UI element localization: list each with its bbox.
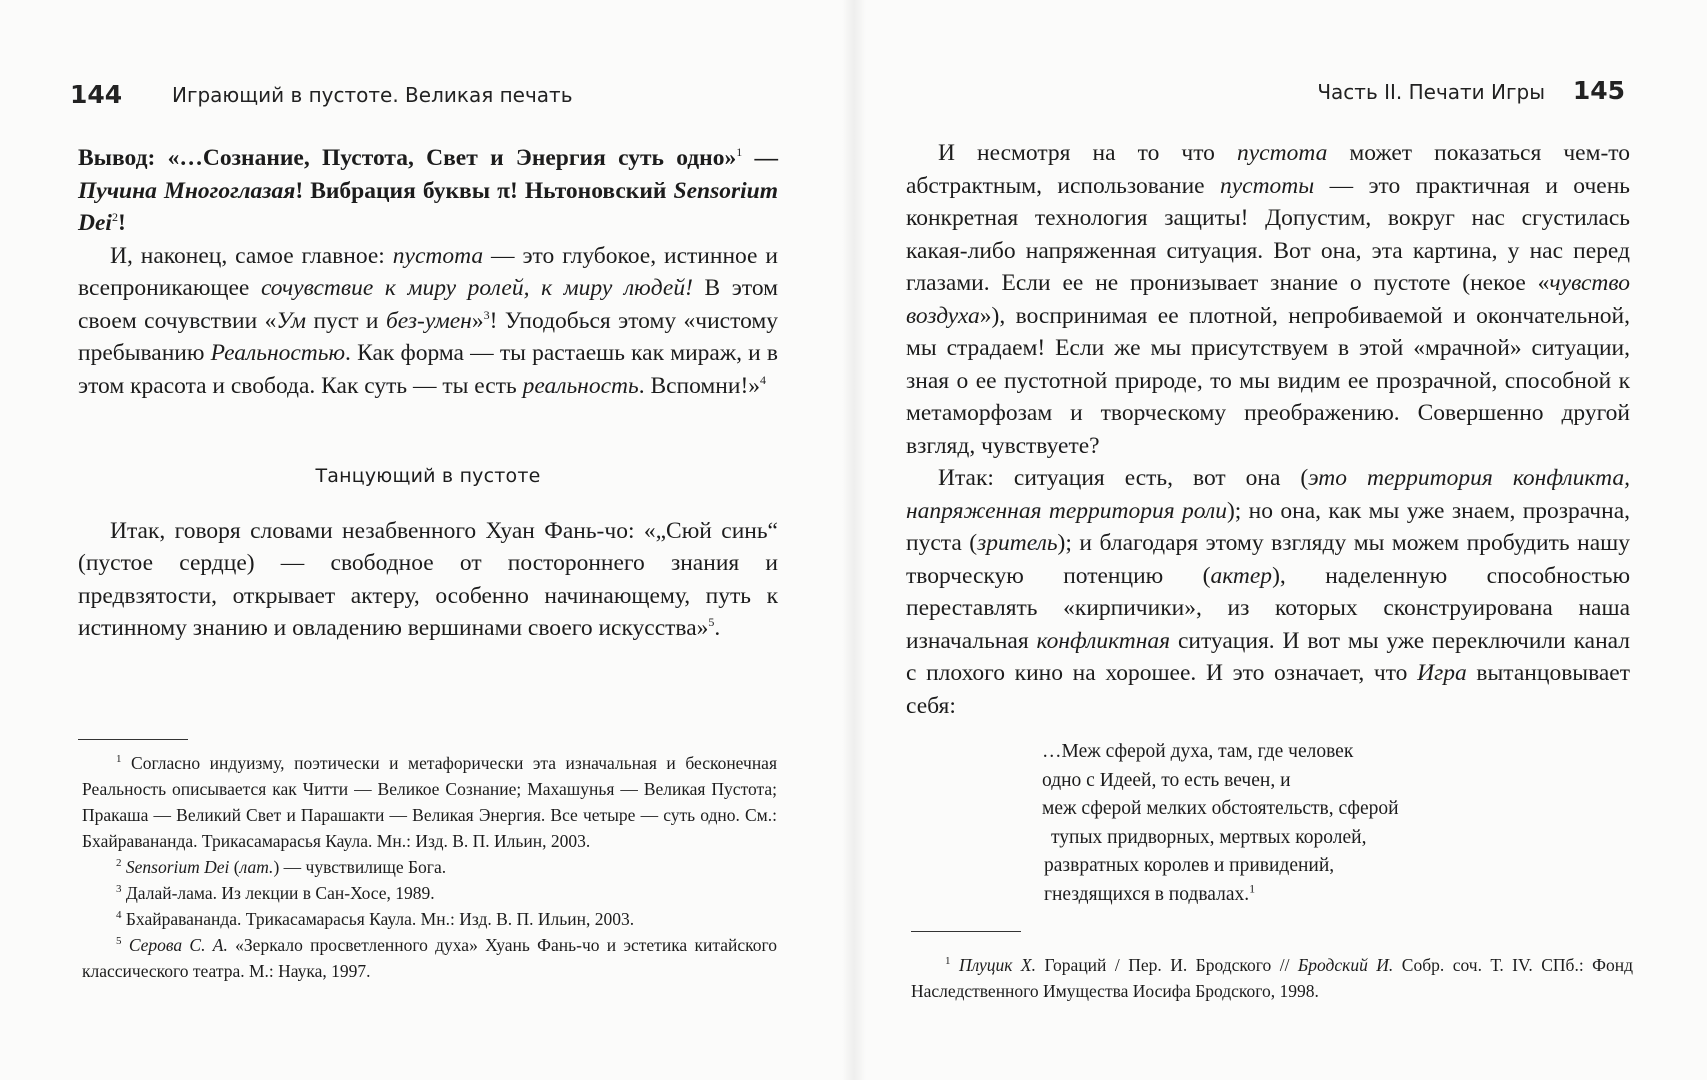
- poem-line: тупых придворных, мертвых королей,: [1051, 826, 1367, 848]
- page-number-left: 144: [70, 80, 123, 109]
- footnote-item: $^1$ Плуцик Х. Гораций / Пер. И. Бродского // Бродский И. Собр. соч. Т. IV. СПб.: Фонд Наследственного Имущества Иосифа Бродского, 1998.: [911, 955, 1633, 1001]
- footnote-ref[interactable]: 3: [483, 307, 490, 322]
- poem-line: …Меж сферой духа, там, где человек: [1042, 741, 1354, 762]
- poem-line: меж сферой мелких обстоятельств, сферой: [1042, 798, 1399, 819]
- poem-line: развратных королев и привидений,: [1044, 855, 1335, 876]
- footnote-divider-left: [78, 739, 188, 740]
- poem-line: одно с Идеей, то есть вечен, и: [1042, 769, 1291, 791]
- paragraph-situation: Итак: ситуация есть, вот она (это территория конфликта, напряженная территория роли); но она, как мы уже знаем, прозрачна, пуста (зритель); и благодаря этому взгляду мы можем пробудить нашу творческую потенцию (актер), наделенную способностью переставлять «кирпичики», из которых сконструирована наша изначальная конфликтная ситуация. И вот мы уже переключили канал с плохого кино на хорошее. И это означает, что Игра вытанцовывает себя:: [906, 465, 1631, 719]
- section-heading: Танцующий в пустоте: [315, 465, 541, 487]
- running-title-left: Играющий в пустоте. Великая печать: [172, 83, 573, 107]
- paragraph-dancing: Итак, говоря словами незабвенного Хуан Фань-чо: «„Сюй синь“ (пустое сердце) — свободное от постороннего знания и предвзятости, открывает актеру, особенно начинающему, путь к истинному знанию и овладению вершинами своего искусства»$^5$.: [78, 517, 778, 641]
- footnote-item: $^4$ Бхайравананда. Трикасамарасья Каула. Мн.: Изд. В. П. Ильин, 2003.: [116, 909, 635, 929]
- footnote-item: $^1$ Согласно индуизму, поэтически и метафорически эта изначальная и бесконечная Реальность описывается как Читти — Великое Сознание; Махашунья — Великая Пустота; Пракаша — Великий Свет и Парашакти — Великая Энергия. Все четыре — суть одно. См.: Бхайравананда. Трикасамарасья Каула. Мн.: Изд. В. П. Ильин, 2003.: [82, 753, 777, 851]
- paragraph-technology: И несмотря на то что пустота может показаться чем-то абстрактным, использование пустоты — это практичная и очень конкретная технология защиты! Допустим, вокруг нас сгустилась какая-либо напряженная ситуация. Вот она, эта картина, у нас перед глазами. Если ее не пронизывает знание о пустоте (некое «чувство воздуха»), воспринимая ее плотной, непробиваемой и окончательной, мы страдаем! Если же мы присутствуем в этой «мрачной» ситуации, зная о ее пустотной природе, то мы видим ее прозрачной, способной к метаморфозам и творческому преображению. Совершенно другой взгляд, чувствуете?: [906, 140, 1631, 459]
- left-page: [0, 0, 853, 1080]
- right-page: [853, 0, 1707, 1080]
- page-number-right: 145: [1572, 76, 1625, 105]
- footnotes-left: [82, 750, 777, 984]
- footnote-ref[interactable]: 5: [708, 615, 715, 630]
- footnote-item: $^5$ Серова С. А. «Зеркало просветленного духа» Хуань Фань-чо и эстетика китайского классического театра. М.: Наука, 1997.: [82, 935, 777, 981]
- poem-line: гнездящихся в подвалах.$^1$: [1044, 881, 1256, 905]
- footnote-ref[interactable]: 1: [736, 145, 743, 160]
- footnotes-right: [911, 952, 1633, 1004]
- paragraph-main: И, наконец, самое главное: пустота — это глубокое, истинное и всепроникающее сочувствие к миру ролей, к миру людей! В этом своем сочувствии «Ум пуст и без-умен»$^3$! Уподобься этому «чистому пребыванию Реальностью. Как форма — ты растаешь как мираж, и в этом красота и свобода. Как суть — ты есть реальность. Вспомни!»$^4$: [78, 242, 778, 399]
- running-title-right: Часть II. Печати Игры: [1317, 80, 1545, 104]
- footnote-ref[interactable]: 4: [760, 372, 767, 387]
- left-body-text: [78, 142, 778, 645]
- footnote-item: $^3$ Далай-лама. Из лекции в Сан-Хосе, 1989.: [116, 883, 435, 903]
- footnote-divider-right: [911, 931, 1021, 932]
- right-body-text: [906, 137, 1630, 722]
- footnote-ref[interactable]: 2: [111, 210, 118, 225]
- footnote-item: $^2$ Sensorium Dei (лат.) — чувствилище Бога.: [116, 857, 447, 877]
- paragraph-conclusion: Вывод: «…Сознание, Пустота, Свет и Энергия суть одно»$^1$ — Пучина Многоглазая! Вибрация буквы π! Ньтоновский Sensorium Dei$^2$!: [78, 145, 779, 236]
- poem-quote: [1042, 738, 1399, 909]
- footnote-ref[interactable]: 1: [1249, 881, 1256, 895]
